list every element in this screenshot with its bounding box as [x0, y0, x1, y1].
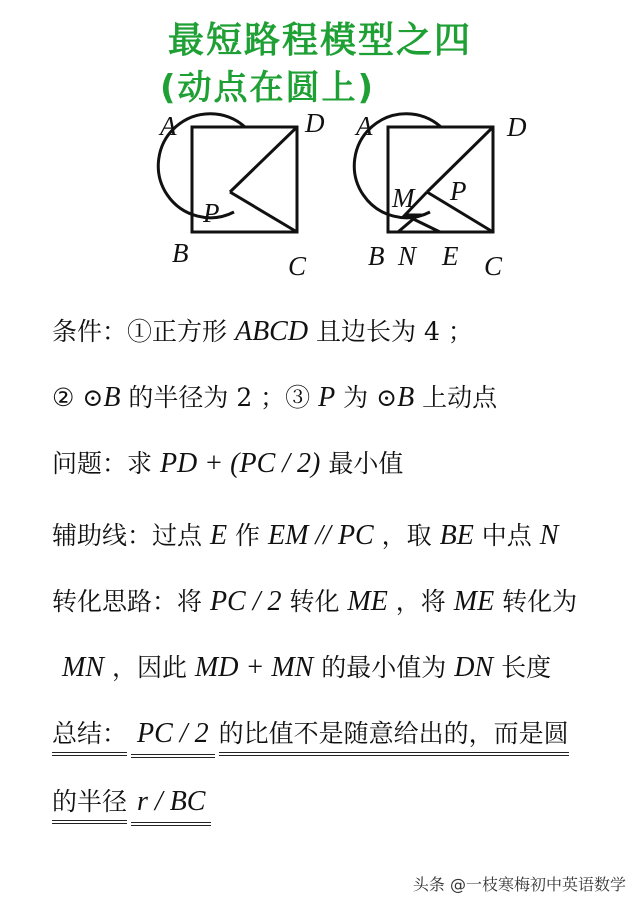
geometry-figure [0, 100, 640, 290]
label-c-right: C [484, 251, 503, 281]
page-subtitle: (动点在圆上) [160, 68, 376, 108]
label-m-right: M [392, 183, 415, 213]
page-title: 最短路程模型之四 [167, 20, 472, 61]
label-e-right: E [442, 241, 459, 271]
summary-line-1: 总结： PC / 2 的比值不是随意给出的，而是圆 [52, 714, 569, 758]
label-p-right: P [450, 176, 467, 206]
label-a-left: A [160, 111, 177, 141]
label-d-right: D [507, 112, 527, 142]
label-b-left: B [172, 238, 189, 268]
condition-line-2: ② ⊙B 的半径为 2 ；③ P 为 ⊙B 上动点 [52, 382, 498, 413]
segment-pc-left [230, 192, 297, 232]
label-n-right: N [398, 241, 417, 271]
aux-line: 辅助线：过点 E 作 EM // PC ，取 BE 中点 N [52, 520, 559, 551]
segment-pd-left [230, 127, 297, 192]
label-c-left: C [288, 251, 307, 281]
summary-line-2: 的半径 r / BC [52, 782, 215, 826]
label-a-right: A [356, 111, 373, 141]
label-d-left: D [305, 108, 325, 138]
condition-line-1: 条件：①正方形 ABCD 且边长为 4 ； [52, 316, 473, 347]
label-b-right: B [368, 241, 385, 271]
transform-line-2: MN ，因此 MD + MN 的最小值为 DN 长度 [62, 652, 552, 683]
footer-credit: 头条 @一枝寒梅初中英语数学 [412, 875, 626, 894]
question-line: 问题：求 PD + (PC / 2) 最小值 [52, 448, 404, 479]
transform-line-1: 转化思路：将 PC / 2 转化 ME ，将 ME 转化为 [52, 586, 578, 617]
label-p-left: P [203, 198, 220, 228]
